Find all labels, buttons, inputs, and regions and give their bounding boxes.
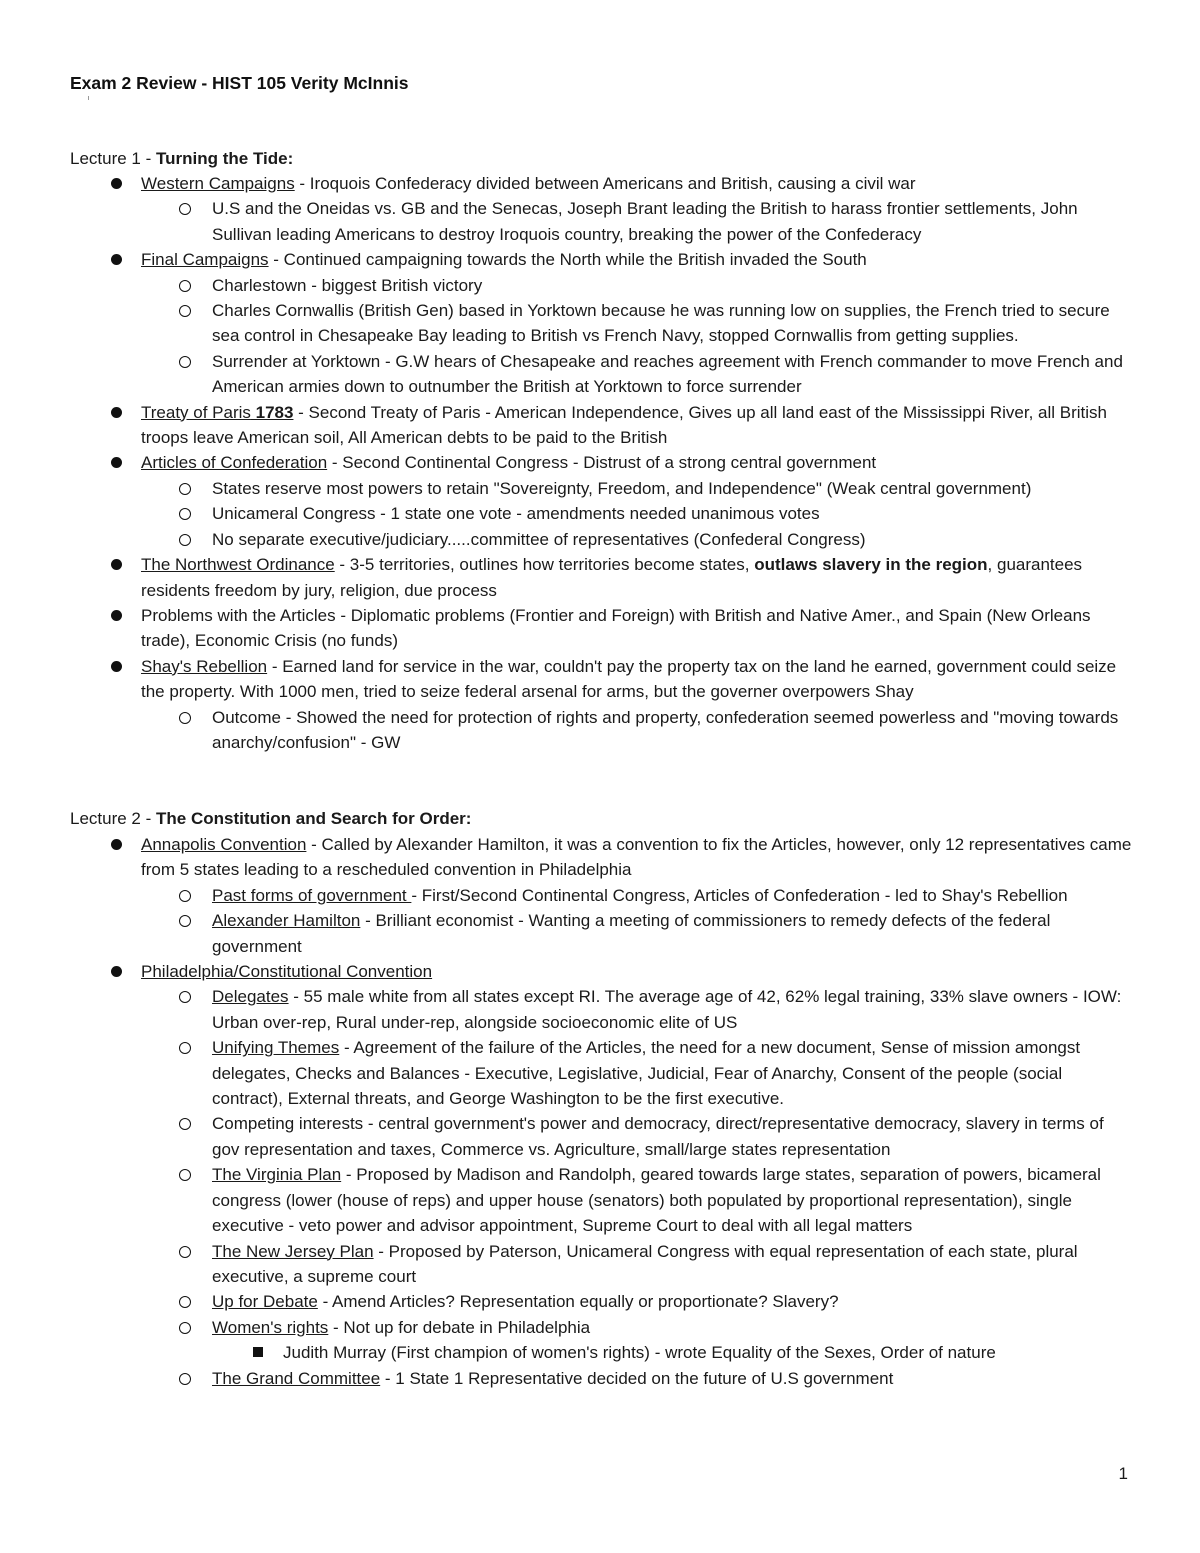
lecture-1-list	[70, 171, 1132, 755]
sub-sub-list-item: Judith Murray (First champion of women's rights) - wrote Equality of the Sexes, Order of nature	[212, 1340, 1132, 1365]
sub-list-item: Charlestown - biggest British victory	[141, 273, 1132, 298]
sub-list-item: Charles Cornwallis (British Gen) based in Yorktown because he was running low on supplies, the French tried to secure sea control in Chesapeake Bay leading to British vs French Navy, stopped Cornwallis from getting supplies.	[141, 298, 1132, 349]
sub-list-item: U.S and the Oneidas vs. GB and the Senecas, Joseph Brant leading the British to harass frontier settlements, John Sullivan leading Americans to destroy Iroquois country, breaking the power of the Confederacy	[141, 196, 1132, 247]
sub-list-item: No separate executive/judiciary.....committee of representatives (Confederal Congress)	[141, 527, 1132, 552]
lecture-2-heading: Lecture 2 - The Constitution and Search for Order:	[70, 809, 472, 828]
sub-list-item: Competing interests - central government's power and democracy, direct/representative democracy, slavery in terms of gov representation and taxes, Commerce vs. Agriculture, small/large states representation	[141, 1111, 1132, 1162]
sub-list-item: Alexander Hamilton - Brilliant economist - Wanting a meeting of commissioners to remedy defects of the federal government	[141, 908, 1132, 959]
sub-list-item: Delegates - 55 male white from all states except RI. The average age of 42, 62% legal training, 33% slave owners - IOW: Urban over-rep, Rural under-rep, alongside socioeconomic elite of US	[141, 984, 1132, 1035]
list-item: Treaty of Paris 1783 - Second Treaty of Paris - American Independence, Gives up all land east of the Mississippi River, all British troops leave American soil, All American debts to be paid to the British	[70, 400, 1132, 451]
list-item: The Northwest Ordinance - 3-5 territories, outlines how territories become states, outlaws slavery in the region, guarantees residents freedom by jury, religion, due process	[70, 552, 1132, 603]
list-item: Western Campaigns - Iroquois Confederacy divided between Americans and British, causing a civil war U.S and the Oneidas vs. GB and the Senecas, Joseph Brant leading the British to harass frontier settlements, John Sullivan leading Americans to destroy Iroquois country, breaking the power of the Confederacy	[70, 171, 1132, 247]
page-mark	[88, 96, 89, 100]
sub-list-item: Past forms of government - First/Second Continental Congress, Articles of Confederation - led to Shay's Rebellion	[141, 883, 1132, 908]
sub-list-item: The New Jersey Plan - Proposed by Paterson, Unicameral Congress with equal representation of each state, plural executive, a supreme court	[141, 1239, 1132, 1290]
sub-list-item: The Grand Committee - 1 State 1 Representative decided on the future of U.S government	[141, 1366, 1132, 1391]
sub-list-item: Unicameral Congress - 1 state one vote - amendments needed unanimous votes	[141, 501, 1132, 526]
page-number: 1	[1118, 1464, 1128, 1483]
sub-list-item: Surrender at Yorktown - G.W hears of Chesapeake and reaches agreement with French commander to move French and American armies down to outnumber the British at Yorktown to force surrender	[141, 349, 1132, 400]
list-item: Shay's Rebellion - Earned land for service in the war, couldn't pay the property tax on the land he earned, government could seize the property. With 1000 men, tried to seize federal arsenal for arms, but the governer overpowers Shay Outcome - Showed the need for protection of rights and property, confederation seemed powerless and "moving towards anarchy/confusion" - GW	[70, 654, 1132, 756]
list-item: Final Campaigns - Continued campaigning towards the North while the British invaded the South Charlestown - biggest British victory Charles Cornwallis (British Gen) based in Yorktown because he was running low on supplies, the French tried to secure sea control in Chesapeake Bay leading to British vs French Navy, stopped Cornwallis from getting supplies. Surrender at Yorktown - G.W hears of Chesapeake and reaches agreement with French commander to move French and American armies down to outnumber the British at Yorktown to force surrender	[70, 247, 1132, 399]
lecture-2-list	[70, 832, 1132, 1391]
sub-list-item: Outcome - Showed the need for protection of rights and property, confederation seemed powerless and "moving towards anarchy/confusion" - GW	[141, 705, 1132, 756]
sub-list-item: States reserve most powers to retain "Sovereignty, Freedom, and Independence" (Weak central government)	[141, 476, 1132, 501]
list-item: Problems with the Articles - Diplomatic problems (Frontier and Foreign) with British and Native Amer., and Spain (New Orleans trade), Economic Crisis (no funds)	[70, 603, 1132, 654]
sub-list-item: Unifying Themes - Agreement of the failure of the Articles, the need for a new document, Sense of mission amongst delegates, Checks and Balances - Executive, Legislative, Judicial, Fear of Anarchy, Consent of the people (social contract), External threats, and George Washington to be the first executive.	[141, 1035, 1132, 1111]
sub-list-item: Up for Debate - Amend Articles? Representation equally or proportionate? Slavery?	[141, 1289, 1132, 1314]
sub-list-item: The Virginia Plan - Proposed by Madison and Randolph, geared towards large states, separation of powers, bicameral congress (lower (house of reps) and upper house (senators) both populated by proportional representation), single executive - veto power and advisor appointment, Supreme Court to deal with all legal matters	[141, 1162, 1132, 1238]
list-item: Philadelphia/Constitutional Convention Delegates - 55 male white from all states except RI. The average age of 42, 62% legal training, 33% slave owners - IOW: Urban over-rep, Rural under-rep, alongside socioeconomic elite of US Unifying Themes - Agreement of the failure of the Articles, the need for a new document, Sense of mission amongst delegates, Checks and Balances - Executive, Legislative, Judicial, Fear of Anarchy, Consent of the people (social contract), External threats, and George Washington to be the first executive. Competing interests - central government's power and democracy, direct/representative democracy, slavery in terms of gov representation and taxes, Commerce vs. Agriculture, small/large states representation The Virginia Plan - Proposed by Madison and Randolph, geared towards large states, separation of powers, bicameral congress (lower (house of reps) and upper house (senators) both populated by proportional representation), single executive - veto power and advisor appointment, Supreme Court to deal with all legal matters The New Jersey Plan - Proposed by Paterson, Unicameral Congress with equal representation of each state, plural executive, a supreme court Up for Debate - Amend Articles? Representation equally or proportionate? Slavery? Women's rights - Not up for debate in Philadelphia Judith Murray (First champion of women's rights) - wrote Equality of the Sexes, Order of nature The Grand Committee - 1 State 1 Representative decided on the future of U.S government	[70, 959, 1132, 1391]
sub-list-item: Women's rights - Not up for debate in Philadelphia Judith Murray (First champion of women's rights) - wrote Equality of the Sexes, Order of nature	[141, 1315, 1132, 1366]
list-item: Articles of Confederation - Second Continental Congress - Distrust of a strong central government States reserve most powers to retain "Sovereignty, Freedom, and Independence" (Weak central government) Unicameral Congress - 1 state one vote - amendments needed unanimous votes No separate executive/judiciary.....committee of representatives (Confederal Congress)	[70, 450, 1132, 552]
document-title: Exam 2 Review - HIST 105 Verity McInnis	[70, 73, 409, 93]
list-item: Annapolis Convention - Called by Alexander Hamilton, it was a convention to fix the Articles, however, only 12 representatives came from 5 states leading to a rescheduled convention in Philadelphia Past forms of government - First/Second Continental Congress, Articles of Confederation - led to Shay's Rebellion Alexander Hamilton - Brilliant economist - Wanting a meeting of commissioners to remedy defects of the federal government	[70, 832, 1132, 959]
lecture-1-heading: Lecture 1 - Turning the Tide:	[70, 149, 294, 168]
